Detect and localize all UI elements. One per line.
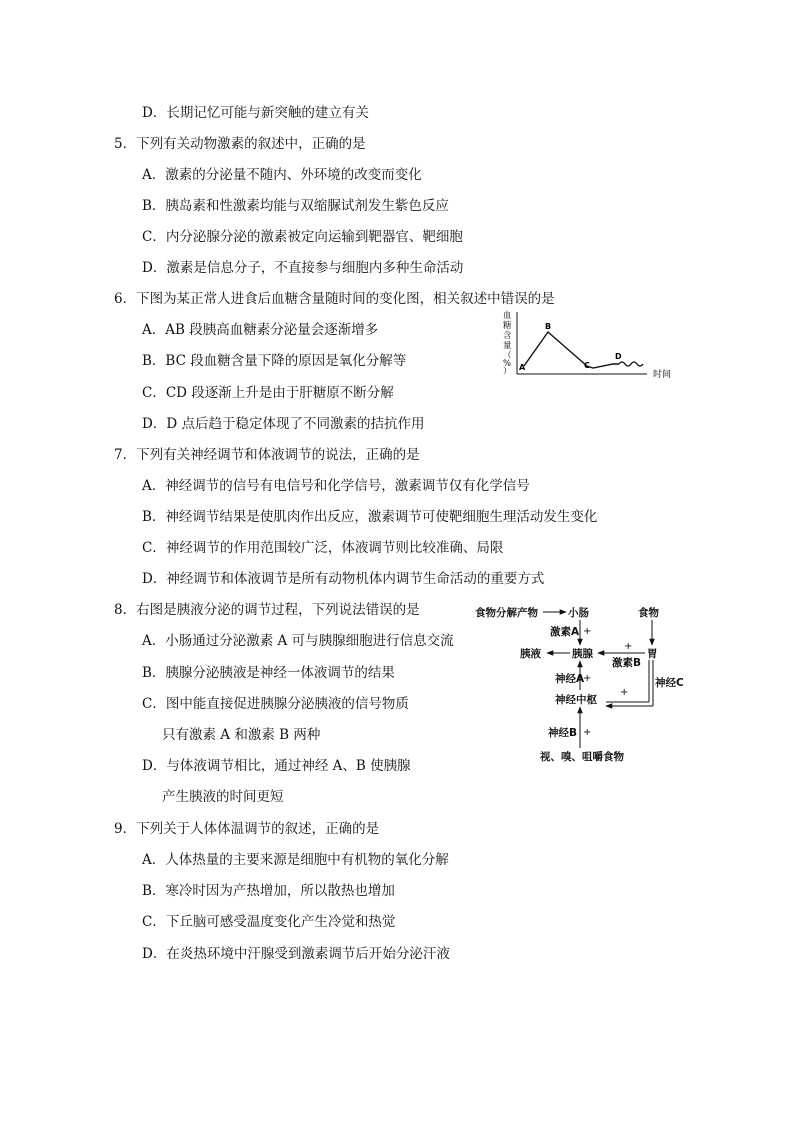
q8-option-b: B．胰腺分泌胰液是神经一体液调节的结果 <box>142 665 395 681</box>
q7-option-b: B．神经调节结果是使肌肉作出反应，激素调节可使靶细胞生理活动发生变化 <box>142 509 598 525</box>
q5-option-d: D．激素是信息分子，不直接参与细胞内多种生命活动 <box>142 260 464 276</box>
y-label-char-0: 血 <box>503 311 512 321</box>
q6-stem: 6．下图为某正常人进食后血糖含量随时间的变化图，相关叙述中错误的是 <box>114 291 555 307</box>
plus-sign-nerve-a: + <box>583 673 592 684</box>
point-b-label: B <box>545 322 552 331</box>
y-label-char-5: % <box>503 359 512 369</box>
q6-option-b: B．BC 段血糖含量下降的原因是氧化分解等 <box>142 353 407 369</box>
hormone-b-label: 激素B <box>612 657 642 669</box>
nerve-center-label: 神经中枢 <box>555 694 597 706</box>
q8-option-c-cont: 只有激素 A 和激素 B 两种 <box>162 727 321 743</box>
blood-glucose-graph <box>495 308 690 388</box>
q8-option-a: A．小肠通过分泌激素 A 可与胰腺细胞进行信息交流 <box>142 633 454 649</box>
q4-option-d: D．长期记忆可能与新突触的建立有关 <box>142 105 369 121</box>
q9-stem: 9．下列关于人体体温调节的叙述，正确的是 <box>114 821 380 837</box>
q5-option-c: C．内分泌腺分泌的激素被定向运输到靶器官、靶细胞 <box>142 229 463 245</box>
q9-option-d: D．在炎热环境中汗腺受到激素调节后开始分泌汗液 <box>142 946 450 962</box>
q7-stem: 7．下列有关神经调节和体液调节的说法，正确的是 <box>114 447 420 463</box>
y-label-char-2: 含 <box>503 331 512 341</box>
nerve-a-label: 神经A <box>555 673 585 685</box>
q5-option-a: A．激素的分泌量不随内、外环境的改变而变化 <box>142 167 422 183</box>
q8-option-c: C．图中能直接促进胰腺分泌胰液的信号物质 <box>142 696 409 712</box>
q7-option-a: A．神经调节的信号有电信号和化学信号，激素调节仅有化学信号 <box>142 478 530 494</box>
y-label-char-6: ） <box>503 367 512 377</box>
q9-option-b: B．寒冷时因为产热增加，所以散热也增加 <box>142 883 395 899</box>
glucose-curve-tail <box>619 362 643 366</box>
plus-sign-b: + <box>624 641 633 652</box>
plus-sign-c: + <box>620 687 629 698</box>
q5-stem: 5．下列有关动物激素的叙述中，正确的是 <box>114 136 366 152</box>
y-label-char-3: 量 <box>503 341 512 351</box>
senses-label: 视、嗅、咀嚼食物 <box>540 751 624 763</box>
point-a-label: A <box>519 363 526 372</box>
pancreas-label: 胰腺 <box>572 648 593 660</box>
nerve-b-label: 神经B <box>548 727 578 739</box>
q8-stem: 8．右图是胰液分泌的调节过程，下列说法错误的是 <box>114 602 420 618</box>
point-c-label: C <box>584 361 590 370</box>
glucose-curve <box>524 332 619 368</box>
small-intestine-label: 小肠 <box>568 607 589 619</box>
nerve-c-label: 神经C <box>655 677 684 689</box>
q6-option-a: A．AB 段胰高血糖素分泌量会逐渐增多 <box>142 322 379 338</box>
y-axis-label <box>503 310 512 377</box>
pancreatic-juice-label: 胰液 <box>520 648 541 660</box>
plus-sign-nerve-b: + <box>583 727 592 738</box>
food-breakdown-label: 食物分解产物 <box>475 607 538 619</box>
q8-option-d: D．与体液调节相比，通过神经 A、B 使胰腺 <box>142 758 411 774</box>
q9-option-a: A．人体热量的主要来源是细胞中有机物的氧化分解 <box>142 852 449 868</box>
q8-option-d-cont: 产生胰液的时间更短 <box>162 789 284 805</box>
stomach-label: 胃 <box>647 648 658 660</box>
q6-option-c: C．CD 段逐渐上升是由于肝糖原不断分解 <box>142 385 394 401</box>
q9-option-c: C．下丘脑可感受温度变化产生冷觉和热觉 <box>142 914 396 930</box>
y-label-char-4: （ <box>503 351 512 361</box>
q7-option-d: D．神经调节和体液调节是所有动物机体内调节生命活动的重要方式 <box>142 571 545 587</box>
plus-sign-a: + <box>583 626 592 637</box>
pancreas-regulation-diagram <box>470 598 690 768</box>
food-label: 食物 <box>638 607 659 619</box>
q6-option-d: D．D 点后趋于稳定体现了不同激素的拮抗作用 <box>142 416 425 432</box>
q7-option-c: C．神经调节的作用范围较广泛，体液调节则比较准确、局限 <box>142 540 504 556</box>
point-d-label: D <box>615 352 622 361</box>
y-label-char-1: 糖 <box>503 321 512 331</box>
q5-option-b: B．胰岛素和性激素均能与双缩脲试剂发生紫色反应 <box>142 198 449 214</box>
x-axis-label: 时间 <box>653 370 672 380</box>
hormone-a-label: 激素A <box>550 626 580 638</box>
